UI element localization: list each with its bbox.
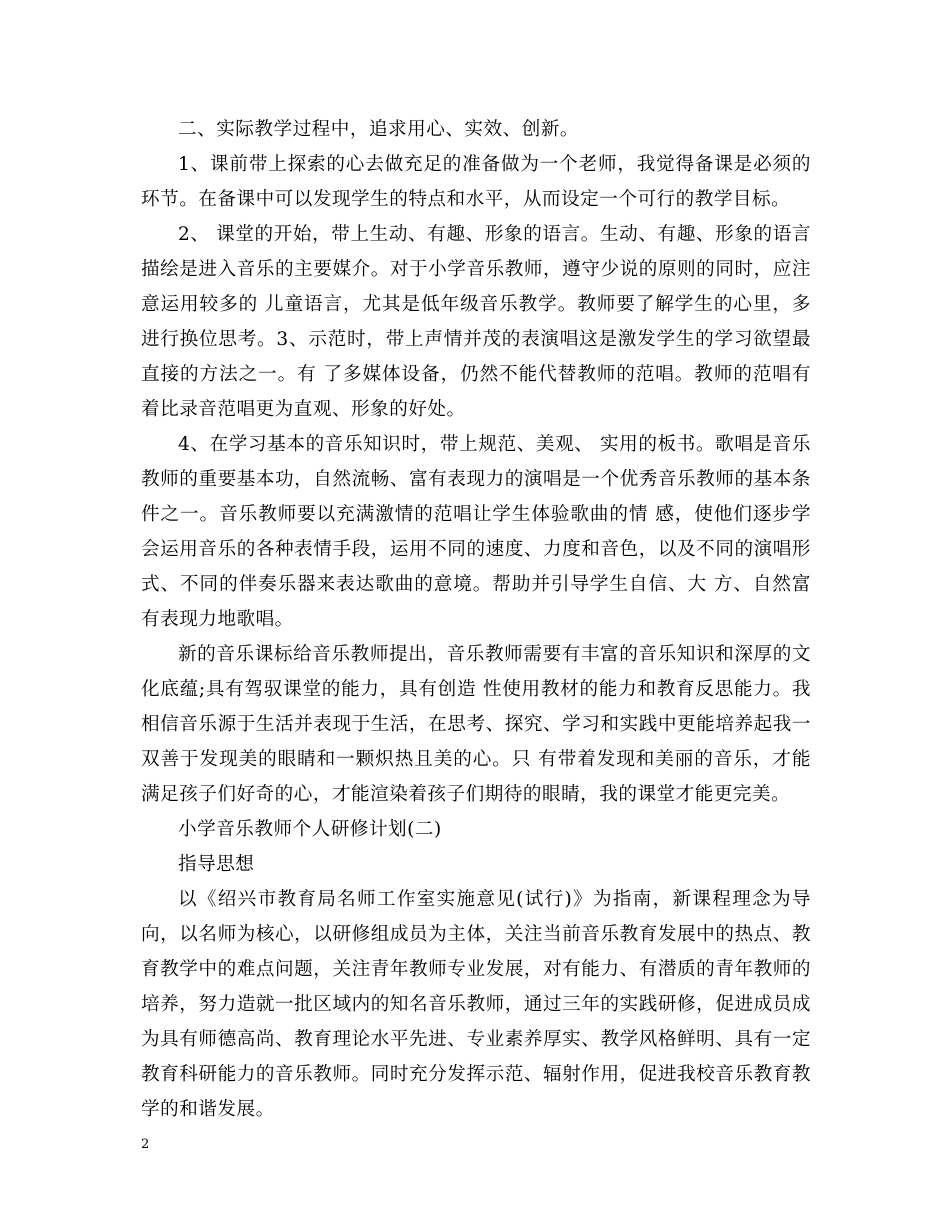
paragraph-plan-title: 小学音乐教师个人研修计划(二) — [178, 819, 442, 840]
paragraph-class-opening: 2、 课堂的开始，带上生动、有趣、形象的语言。生动、有趣、形象的语言描绘是进入音乐的主要媒介。对于小学音乐教师，遵守少说的原则的同时，应注意运用较多的 儿童语言，尤其是低年级音乐教学。教师要了解学生的心里，多进行换位思考。3、示范时，带上声情并茂的表演唱这是激发学生的学习欲望最直接的方法之一。有 了多媒体设备，仍然不能代替教师的范唱。教师的范唱有着比录音范唱更为直观、形象的好处。 — [141, 224, 811, 420]
paragraph-music-knowledge: 4、在学习基本的音乐知识时，带上规范、美观、 实用的板书。歌唱是音乐教师的重要基本功，自然流畅、富有表现力的演唱是一个优秀音乐教师的基本条件之一。音乐教师要以充满激情的范唱让学生体验歌曲的情 感，使他们逐步学会运用音乐的各种表情手段，运用不同的速度、力度和音色，以及不同的演唱形式、不同的伴奏乐器来表达歌曲的意境。帮助并引导学生自信、大 方、自然富有表现力地歌唱。 — [141, 434, 811, 630]
paragraph-guiding-ideology: 以《绍兴市教育局名师工作室实施意见(试行)》为指南，新课程理念为导向，以名师为核心，以研修组成员为主体，关注当前音乐教育发展中的热点、教育教学中的难点问题，关注青年教师专业发展，对有能力、有潜质的青年教师的培养，努力造就一批区域内的知名音乐教师，通过三年的实践研修，促进成员成为具有师德高尚、教育理论水平先进、专业素养厚实、教学风格鲜明、具有一定教育科研能力的音乐教师。同时充分发挥示范、辐射作用，促进我校音乐教育教学的和谐发展。 — [141, 889, 811, 1120]
paragraph-curriculum-standard: 新的音乐课标给音乐教师提出，音乐教师需要有丰富的音乐知识和深厚的文化底蕴;具有驾驭课堂的能力，具有创造 性使用教材的能力和教育反思能力。我相信音乐源于生活并表现于生活，在思考、探究、学习和实践中更能培养起我一双善于发现美的眼睛和一颗炽热且美的心。只 有带着发现和美丽的音乐，才能满足孩子们好奇的心，才能渲染着孩子们期待的眼睛，我的课堂才能更完美。 — [141, 644, 811, 805]
paragraph-guiding-ideology-heading: 指导思想 — [178, 854, 255, 875]
document-body — [141, 112, 811, 1127]
paragraph-lesson-preparation: 1、课前带上探索的心去做充足的准备做为一个老师，我觉得备课是必须的环节。在备课中可以发现学生的特点和水平，从而设定一个可行的教学目标。 — [141, 154, 811, 210]
page-number: 2 — [141, 1137, 150, 1152]
paragraph-section-heading: 二、实际教学过程中，追求用心、实效、创新。 — [178, 119, 579, 140]
